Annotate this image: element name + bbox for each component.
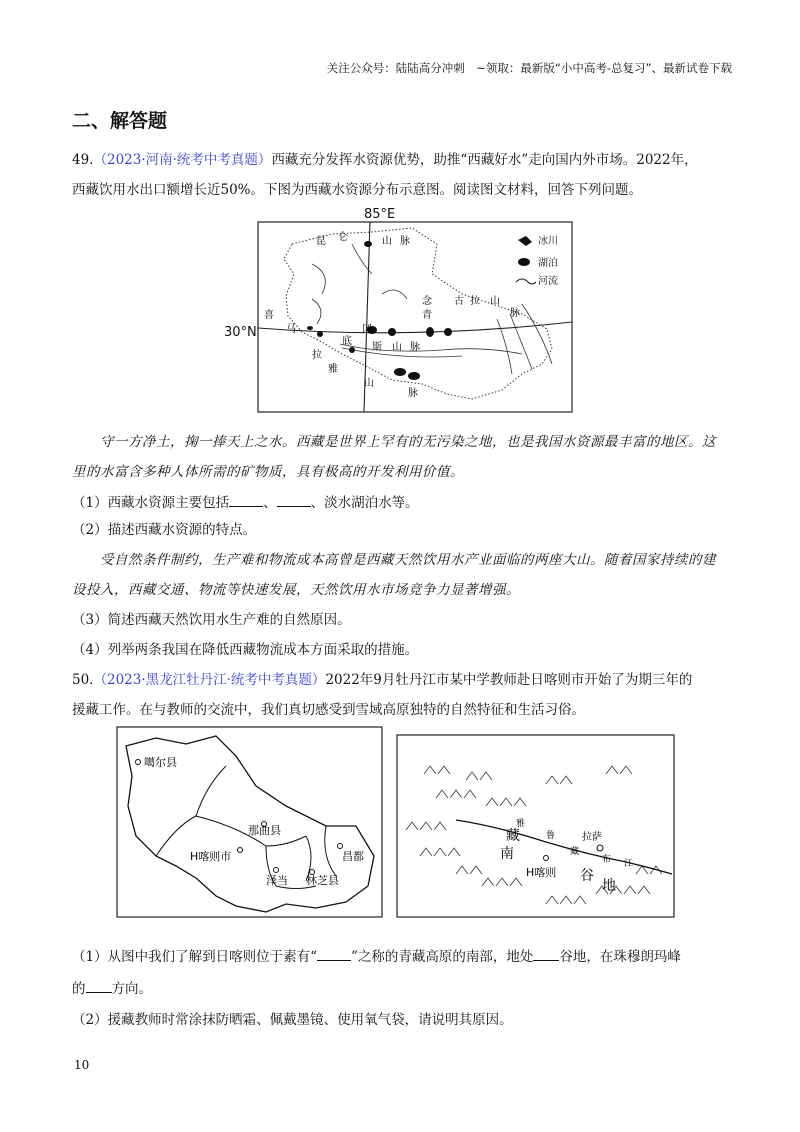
q49-number: 49. xyxy=(72,152,94,168)
q50-sub1-text-b: ”之称的青藏高原的南部，地处 xyxy=(351,949,534,965)
label-changdu: 昌都 xyxy=(342,850,364,863)
map-label-shan1: 山 xyxy=(382,236,392,247)
q50-number: 50. xyxy=(72,672,94,688)
label-jiang: 江 xyxy=(624,859,634,869)
map-label-kun: 昆 xyxy=(316,236,326,247)
label-rikaze: H喀则 xyxy=(526,866,557,879)
q50-source-tag[interactable]: （2023·黑龙江牡丹江·统考中考真题） xyxy=(93,672,326,688)
q49-source-tag[interactable]: （2023·河南·统考中考真题） xyxy=(93,152,272,168)
map-label-ma: 马 xyxy=(286,324,296,335)
map-label-lun: 仑 xyxy=(338,232,348,243)
q50-sub1-text-d: 的 xyxy=(72,981,86,997)
label-lu: 鲁 xyxy=(546,831,556,841)
q49-sub4: （4）列举两条我国在降低西藏物流成本方面采取的措施。 xyxy=(72,642,419,658)
lake-mark xyxy=(317,331,323,337)
label-linzhi: 林芝县 xyxy=(306,874,339,887)
label-zedang: 泽当 xyxy=(266,874,288,887)
label-nan: 南 xyxy=(500,846,514,862)
q49-sub1 xyxy=(72,492,732,513)
glacier-mark xyxy=(408,372,420,380)
map-label-ya: 雅 xyxy=(328,364,338,375)
map-label-di: 底 xyxy=(342,336,352,347)
q50-sub1-line1 xyxy=(72,946,732,967)
map-label-shan4: 山 xyxy=(364,378,374,389)
q50-sub2: （2）援藏教师时常涂抹防晒霜、佩戴墨镜、使用氧气袋，请说明其原因。 xyxy=(72,1012,513,1028)
map-label-la2: 拉 xyxy=(312,350,322,361)
map-label-xi: 喜 xyxy=(264,310,274,321)
map-label-mai3: 脉 xyxy=(410,342,420,353)
meridian-label: 85°E xyxy=(364,207,396,222)
label-rikaze: H喀则市 xyxy=(190,850,232,863)
answer-blank-2[interactable] xyxy=(277,492,311,507)
yarlung-valley-map xyxy=(396,734,676,918)
map-label-mai2: 脉 xyxy=(510,308,520,319)
map-label-mai4: 脉 xyxy=(408,388,418,399)
glacier-mark xyxy=(364,241,372,247)
legend-glacier-label: 冰川 xyxy=(538,236,558,247)
q49-passage-line2: 里的水富含多种人体所需的矿物质，具有极高的开发利用价值。 xyxy=(72,464,464,480)
q50-sub1-line2 xyxy=(72,978,732,999)
q49-intro-text1: 西藏充分发挥水资源优势，助推“西藏好水”走向国内外市场。2022年， xyxy=(271,152,698,168)
q49-sub3: （3）简述西藏天然饮用水生产难的自然原因。 xyxy=(72,612,351,628)
q49-sub1-text-a: （1）西藏水资源主要包括 xyxy=(72,495,230,511)
q49-sub2: （2）描述西藏水资源的特点。 xyxy=(72,522,257,538)
q49-sub1-sep: 、 xyxy=(263,495,277,511)
lake-mark xyxy=(388,328,396,336)
legend-river-label: 河流 xyxy=(538,276,558,287)
label-naqu: 那曲县 xyxy=(248,824,281,837)
label-gaer: 噶尔县 xyxy=(144,756,177,769)
q49-passage-line1: 守一方净土，掬一捧天上之水。西藏是世界上罕有的无污染之地，也是我国水资源最丰富的地区。这 xyxy=(100,434,716,450)
lake-mark xyxy=(444,328,452,336)
legend-lake-label: 湖泊 xyxy=(538,258,558,269)
map-label-shan3: 山 xyxy=(392,342,402,353)
q49-intro-line1 xyxy=(72,150,732,170)
label-lasa: 拉萨 xyxy=(582,832,602,843)
page-number: 10 xyxy=(74,1058,90,1072)
map-label-tang: 青 xyxy=(422,310,432,321)
legend-lake-swatch xyxy=(518,258,530,266)
q50-sub1-text-e: 方向。 xyxy=(111,981,152,997)
label-zang: 藏 xyxy=(506,828,520,844)
lake-mark xyxy=(426,327,434,337)
glacier-mark xyxy=(394,368,406,376)
answer-blank-1[interactable] xyxy=(229,492,263,507)
map-label-qing: 念 xyxy=(422,296,432,307)
map-label-gang: 冈 xyxy=(362,324,372,335)
label-zang2: 藏 xyxy=(570,847,580,857)
label-di: 地 xyxy=(602,878,616,894)
q50-sub1-text-c: 谷地，在珠穆朗玛峰 xyxy=(559,949,681,965)
page-header: 关注公众号：陆陆高分冲刺 ~领取：最新版“小中高考-总复习”、最新试卷下载 xyxy=(326,61,732,75)
answer-blank-5[interactable] xyxy=(86,978,112,993)
map-label-mai1: 脉 xyxy=(400,236,410,247)
q49-passage2-line2: 设投入，西藏交通、物流等快速发展，天然饮用水市场竞争力显著增强。 xyxy=(72,582,520,598)
q50-sub1-text-a: （1）从图中我们了解到日喀则位于素有“ xyxy=(72,949,317,965)
lake-mark xyxy=(349,347,355,353)
q49-sub1-text-b: 、淡水湖泊水等。 xyxy=(310,495,419,511)
q49-passage2-line1: 受自然条件制约，生产难和物流成本高曾是西藏天然饮用水产业面临的两座大山。随着国家持续的建 xyxy=(100,552,716,568)
label-bu: 布 xyxy=(602,855,612,865)
q50-intro-text1: 2022年9月牡丹江市某中学教师赴日喀则市开始了为期三年的 xyxy=(325,672,693,688)
q49-intro-line2: 西藏饮用水出口额增长近50%。下图为西藏水资源分布示意图。阅读图文材料，回答下列问题。 xyxy=(72,182,643,198)
tibet-admin-map xyxy=(116,726,384,918)
tibet-water-map xyxy=(222,204,582,414)
map-label-la1: 拉 xyxy=(470,296,480,307)
map-label-si: 斯 xyxy=(372,342,382,353)
answer-blank-3[interactable] xyxy=(317,946,351,961)
map-label-gu: 古 xyxy=(454,296,464,307)
label-ya: 雅 xyxy=(516,819,526,829)
label-gu: 谷 xyxy=(580,868,594,884)
parallel-label: 30°N xyxy=(224,325,257,340)
q50-intro-line1 xyxy=(72,670,732,690)
glacier-mark xyxy=(307,326,313,330)
section-title: 二、解答题 xyxy=(72,110,168,132)
answer-blank-4[interactable] xyxy=(533,946,559,961)
map-label-shan2: 山 xyxy=(490,296,500,307)
q50-intro-line2: 援藏工作。在与教师的交流中，我们真切感受到雪域高原独特的自然特征和生活习俗。 xyxy=(72,702,585,718)
